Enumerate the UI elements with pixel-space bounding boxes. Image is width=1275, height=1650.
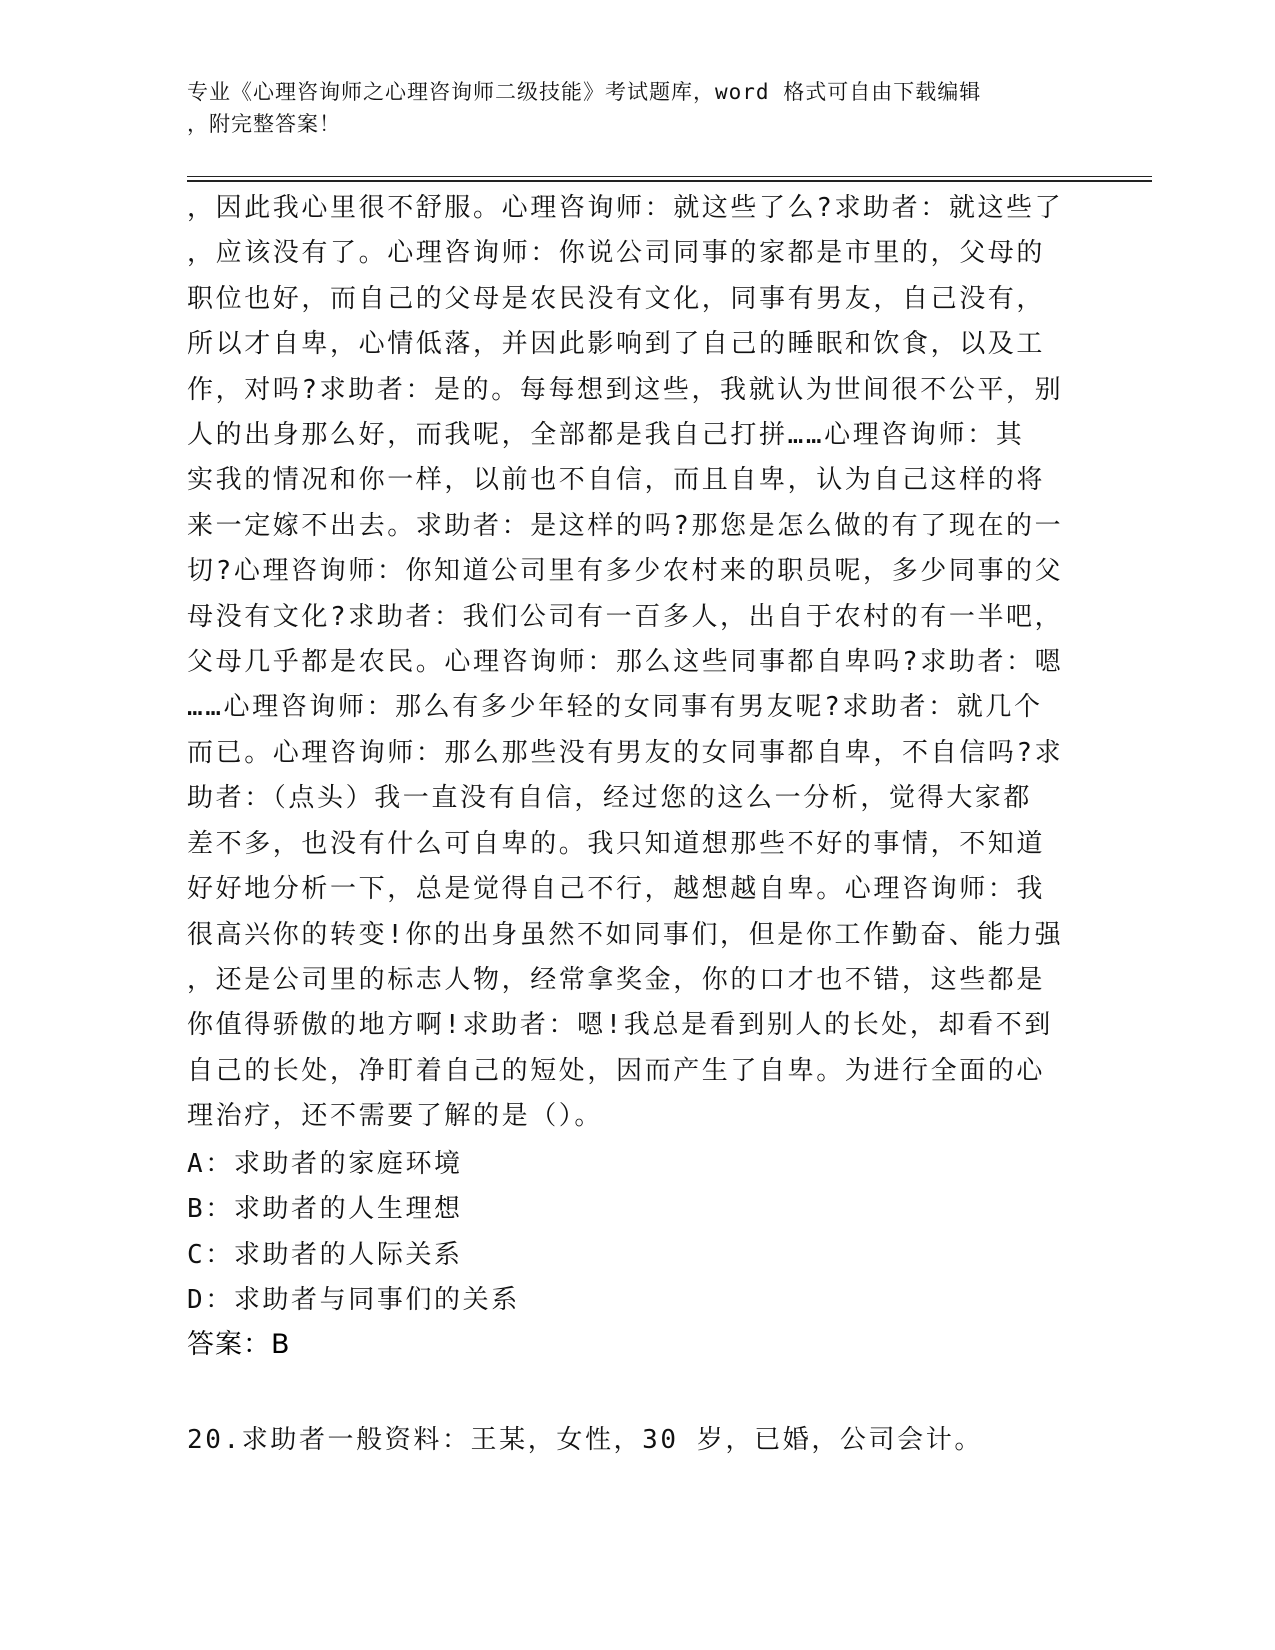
question-line: 所以才自卑，心情低落，并因此影响到了自己的睡眠和饮食，以及工 [187,329,1046,360]
option-c: C：求助者的人际关系 [187,1239,463,1270]
question-line: 理治疗，还不需要了解的是（）。 [187,1101,604,1132]
question-line: 而已。心理咨询师：那么那些没有男友的女同事都自卑，不自信吗?求 [187,737,1064,768]
question-line: ，应该没有了。心理咨询师：你说公司同事的家都是市里的，父母的 [187,238,1046,269]
question-line: 你值得骄傲的地方啊!求助者：嗯!我总是看到别人的长处，却看不到 [187,1010,1053,1041]
question-line: 父母几乎都是农民。心理咨询师：那么这些同事都自卑吗?求助者：嗯 [187,647,1064,678]
header-line-2: ，附完整答案！ [187,112,341,136]
question-line: 来一定嫁不出去。求助者：是这样的吗?那您是怎么做的有了现在的一 [187,510,1064,541]
answer-options [187,1142,1067,1324]
option-b: B：求助者的人生理想 [187,1194,463,1225]
document-header [187,76,1067,140]
question-line: 好好地分析一下，总是觉得自己不行，越想越自卑。心理咨询师：我 [187,874,1046,905]
next-question: 20.求助者一般资料：王某，女性，30 岁，已婚，公司会计。 [187,1425,983,1455]
question-line: 自己的长处，净盯着自己的短处，因而产生了自卑。为进行全面的心 [187,1055,1046,1086]
header-divider-thin [187,176,1152,177]
question-line: 作，对吗?求助者：是的。每每想到这些，我就认为世间很不公平，别 [187,374,1064,405]
question-line: 助者：（点头）我一直没有自信，经过您的这么一分析，觉得大家都 [187,783,1033,814]
option-a: A：求助者的家庭环境 [187,1149,463,1179]
question-line: ，还是公司里的标志人物，经常拿奖金，你的口才也不错，这些都是 [187,964,1046,995]
option-d: D：求助者与同事们的关系 [187,1285,520,1316]
question-line: ，因此我心里很不舒服。心理咨询师：就这些了么?求助者：就这些了 [187,193,1064,223]
question-stem [187,186,1082,1140]
header-line-1: 专业《心理咨询师之心理咨询师二级技能》考试题库，word 格式可自由下载编辑 [187,80,982,104]
header-divider-thick [187,180,1152,182]
question-line: 很高兴你的转变!你的出身虽然不如同事们，但是你工作勤奋、能力强 [187,919,1064,950]
answer-key: 答案：B [187,1329,291,1360]
question-line: ……心理咨询师：那么有多少年轻的女同事有男友呢?求助者：就几个 [187,692,1043,723]
question-line: 人的出身那么好，而我呢，全部都是我自己打拼……心理咨询师：其 [187,420,1025,451]
question-line: 差不多，也没有什么可自卑的。我只知道想那些不好的事情，不知道 [187,828,1046,859]
question-line: 实我的情况和你一样，以前也不自信，而且自卑，认为自己这样的将 [187,465,1046,496]
question-line: 母没有文化?求助者：我们公司有一百多人，出自于农村的有一半吧， [187,601,1064,632]
question-line: 职位也好，而自己的父母是农民没有文化，同事有男友，自己没有， [187,283,1046,314]
question-line: 切?心理咨询师：你知道公司里有多少农村来的职员呢，多少同事的父 [187,556,1064,587]
